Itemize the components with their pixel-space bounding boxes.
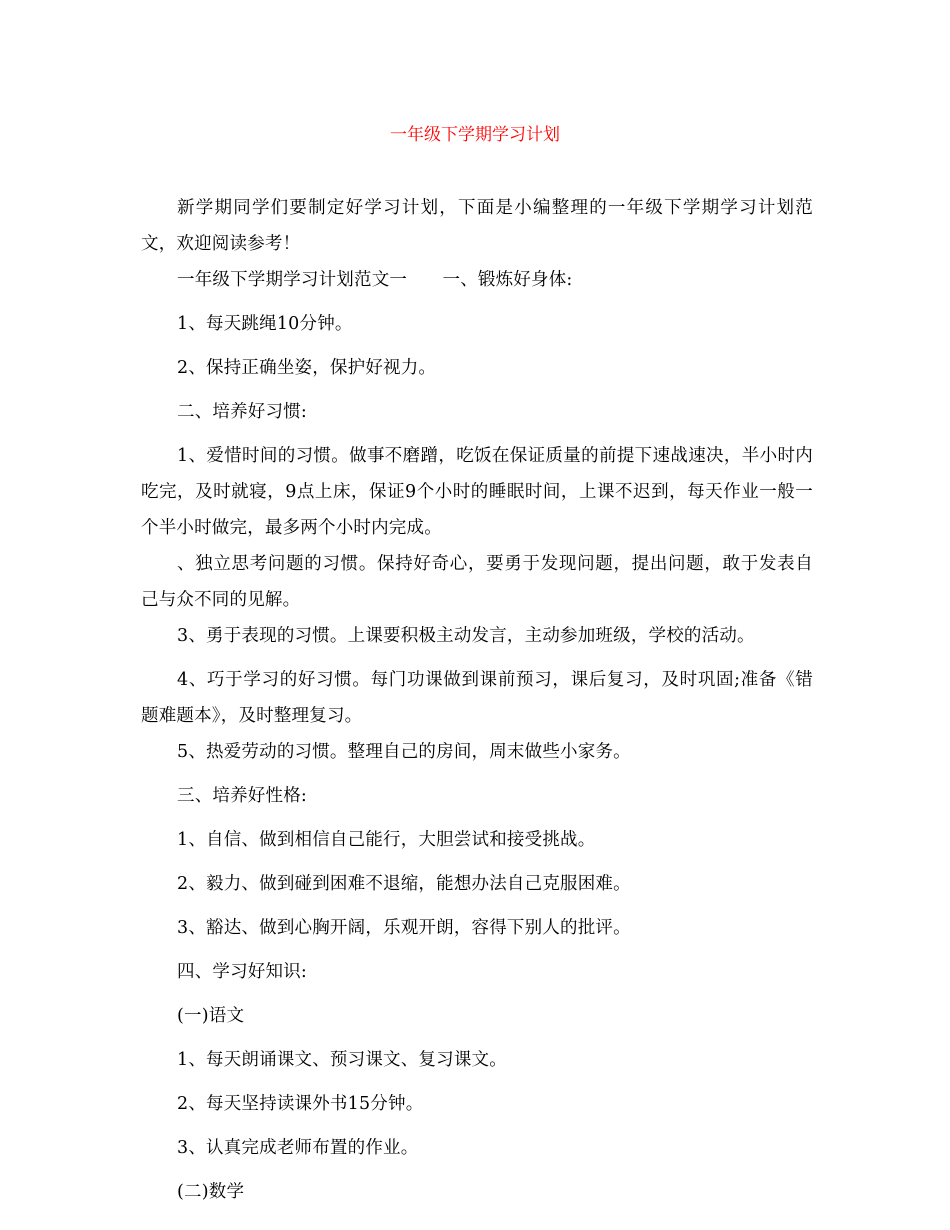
paragraph-body-2: 2、保持正确坐姿，保护好视力。 (177, 358, 437, 378)
document-body (141, 190, 813, 1218)
paragraph-chinese-3: 3、认真完成老师布置的作业。 (177, 1138, 419, 1158)
document-title: 一年级下学期学习计划 (390, 125, 560, 145)
paragraph-habit-1: 1、爱惜时间的习惯。做事不磨蹭，吃饭在保证质量的前提下速战速决，半小时内吃完，及时就寝，9点上床，保证9个小时的睡眠时间，上课不迟到，每天作业一般一个半小时做完，最多两个小时内完成。 (141, 446, 813, 538)
paragraph-sample-heading: 一年级下学期学习计划范文一 一、锻炼好身体: (177, 270, 573, 290)
paragraph-body-1: 1、每天跳绳10分钟。 (177, 314, 353, 334)
paragraph-habit-4: 4、巧于学习的好习惯。每门功课做到课前预习，课后复习，及时巩固;准备《错题难题本》，及时整理复习。 (141, 670, 813, 726)
paragraph-habit-5: 5、热爱劳动的习惯。整理自己的房间，周末做些小家务。 (177, 742, 631, 762)
paragraph-chinese-1: 1、每天朗诵课文、预习课文、复习课文。 (177, 1050, 507, 1070)
section-heading-character: 三、培养好性格: (177, 786, 307, 806)
paragraph-character-2: 2、毅力、做到碰到困难不退缩，能想办法自己克服困难。 (177, 874, 631, 894)
paragraph-habit-2: 、独立思考问题的习惯。保持好奇心，要勇于发现问题，提出问题，敢于发表自己与众不同的见解。 (141, 554, 813, 610)
section-heading-knowledge: 四、学习好知识: (177, 962, 307, 982)
paragraph-chinese-2: 2、每天坚持读课外书15分钟。 (177, 1094, 424, 1114)
paragraph-character-3: 3、豁达、做到心胸开阔，乐观开朗，容得下别人的批评。 (177, 918, 631, 938)
section-heading-habits: 二、培养好习惯: (177, 402, 307, 422)
paragraph-habit-3: 3、勇于表现的习惯。上课要积极主动发言，主动参加班级，学校的活动。 (177, 626, 755, 646)
paragraph-character-1: 1、自信、做到相信自己能行，大胆尝试和接受挑战。 (177, 830, 596, 850)
subsection-math: (二)数学 (177, 1182, 245, 1202)
subsection-chinese: (一)语文 (177, 1006, 245, 1026)
paragraph-intro: 新学期同学们要制定好学习计划，下面是小编整理的一年级下学期学习计划范文，欢迎阅读参考！ (141, 198, 813, 254)
